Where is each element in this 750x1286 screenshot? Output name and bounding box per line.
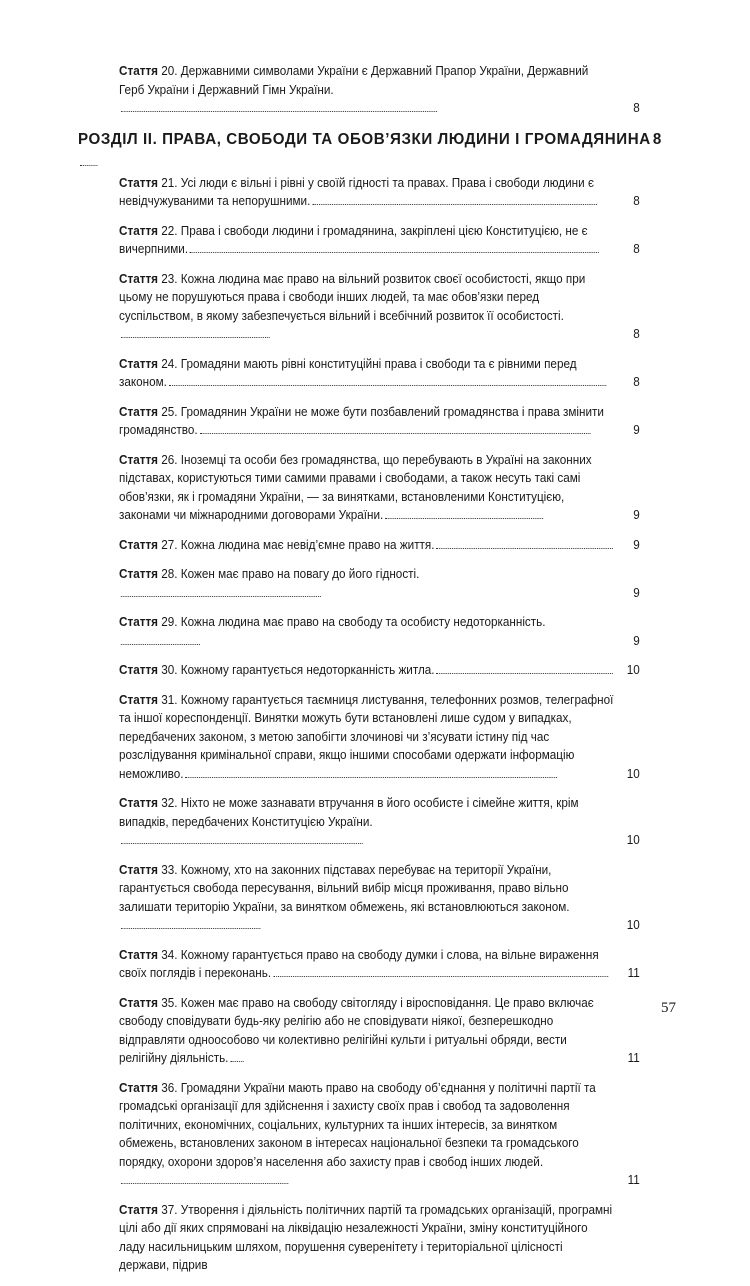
article-label: Стаття xyxy=(119,356,159,371)
leader-dots xyxy=(436,672,613,674)
leader-dots xyxy=(273,975,608,977)
article-label: Стаття xyxy=(119,223,159,238)
leader-dots xyxy=(121,110,437,112)
leader-dots xyxy=(185,776,557,778)
article-text: 36. Громадяни України мають право на свободу об’єднання у політичні партії та громадські організації для здійснення і захисту своїх прав і свобод та задоволення політичних, економічних, соціальних, культурних та інших інтересів, за винятком обмежень, встановлених законом в інтересах національної безпеки та громадського порядку, охорони здоров’я населення або захисту прав і свобод інших людей. xyxy=(119,1080,596,1169)
article-text: 26. Іноземці та особи без громадянства, що перебувають в Україні на законних підставах, користуються тими самими правами і свободами, а також несуть такі самі обов’язки, як і громадяни України, — за винятками, встановленими Конституцією, законами чи міжнародними договорами України. xyxy=(119,452,592,522)
toc-page-number: 9 xyxy=(633,633,640,648)
leader-dots xyxy=(121,842,363,844)
toc-page-number: 11 xyxy=(627,1173,640,1187)
article-text: 28. Кожен має право на повагу до його гідності. xyxy=(158,567,420,581)
toc-entry-article-33[interactable] xyxy=(119,861,640,935)
leader-dots xyxy=(121,927,260,929)
toc-entry-article-28[interactable] xyxy=(119,565,640,602)
section-title: РОЗДІЛ ІІ. ПРАВА, СВОБОДИ ТА ОБОВ’ЯЗКИ ЛЮДИНИ І ГРОМАДЯНИНА xyxy=(78,130,651,148)
article-label: Стаття xyxy=(119,692,159,707)
page-number: 57 xyxy=(661,1000,676,1016)
article-text: 34. Кожному гарантується право на свободу думки і слова, на вільне вираження своїх поглядів і переконань. xyxy=(119,947,599,980)
toc-page-number: 10 xyxy=(626,766,640,781)
article-label: Стаття xyxy=(119,1080,159,1095)
leader-dots xyxy=(121,336,270,338)
leader-dots xyxy=(312,203,597,205)
toc-page-number: 8 xyxy=(652,130,662,148)
toc-entry-article-37[interactable] xyxy=(119,1201,640,1275)
toc-page-number: 11 xyxy=(627,1051,640,1065)
toc-page-number: 10 xyxy=(626,833,640,847)
toc-page-number: 10 xyxy=(626,663,640,677)
article-label: Стаття xyxy=(119,615,159,629)
leader-dots xyxy=(121,595,321,597)
leader-dots xyxy=(436,547,613,549)
toc-entry-article-35[interactable] xyxy=(119,994,640,1068)
toc-entry-article-34[interactable] xyxy=(119,946,640,983)
toc-page-number: 10 xyxy=(626,918,640,932)
toc-entry-article-36[interactable] xyxy=(119,1079,640,1190)
article-label: Стаття xyxy=(119,995,159,1010)
article-text: 20. Державними символами України є Державний Прапор України, Державний Герб України і Державний Гімн України. xyxy=(119,64,589,97)
toc-entry-article-21[interactable] xyxy=(119,174,640,211)
article-text: 24. Громадяни мають рівні конституційні права і свободи та є рівними перед законом. xyxy=(119,356,577,389)
article-label: Стаття xyxy=(119,271,159,286)
toc-entry-article-31[interactable] xyxy=(119,691,640,784)
section-heading[interactable] xyxy=(78,129,662,173)
article-label: Стаття xyxy=(119,862,159,877)
toc-page-number: 8 xyxy=(633,375,640,389)
toc-page-number: 9 xyxy=(633,537,640,552)
article-label: Стаття xyxy=(119,1202,159,1217)
article-text: 27. Кожна людина має невід’ємне право на життя. xyxy=(158,537,435,552)
toc-entry-article-32[interactable] xyxy=(119,794,640,850)
article-label: Стаття xyxy=(119,796,159,810)
leader-dots xyxy=(230,1060,243,1062)
leader-dots xyxy=(385,517,543,519)
article-label: Стаття xyxy=(119,947,159,962)
article-text: 32. Ніхто не може зазнавати втручання в його особисте і сімейне життя, крім випадків, передбачених Конституцією України. xyxy=(119,796,579,829)
toc-entry-article-27[interactable] xyxy=(119,536,640,555)
toc-entry-article-22[interactable] xyxy=(119,222,640,259)
toc-page-number: 8 xyxy=(633,327,640,341)
toc-page-number: 9 xyxy=(633,585,640,600)
table-of-contents xyxy=(0,62,750,1286)
article-label: Стаття xyxy=(119,452,159,467)
article-text: 30. Кожному гарантується недоторканність житла. xyxy=(158,663,435,677)
toc-page-number: 8 xyxy=(633,194,640,208)
toc-entry-article-20[interactable] xyxy=(119,62,640,118)
article-label: Стаття xyxy=(119,404,159,419)
article-text: 29. Кожна людина має право на свободу та особисту недоторканність. xyxy=(158,615,546,629)
article-text: 31. Кожному гарантується таємниця листування, телефонних розмов, телеграфної та іншої кореспонденції. Винятки можуть бути встановлені лише судом у випадках, передбачених законом, з метою запобігти злочинові чи з’ясувати істину під час розслідування кримінальної справи, якщо іншими способами одержати інформацію неможливо. xyxy=(119,692,614,781)
article-label: Стаття xyxy=(119,663,159,677)
toc-page-number: 8 xyxy=(633,101,640,115)
article-text: 21. Усі люди є вільні і рівні у своїй гідності та правах. Права і свободи людини є невідчужуваними та непорушними. xyxy=(119,175,594,208)
leader-dots xyxy=(190,251,599,253)
toc-entry-article-24[interactable] xyxy=(119,355,640,392)
toc-entry-article-29[interactable] xyxy=(119,613,640,650)
leader-dots xyxy=(199,432,590,434)
toc-entry-article-30[interactable] xyxy=(119,661,640,680)
article-label: Стаття xyxy=(119,64,159,78)
toc-entry-article-25[interactable] xyxy=(119,403,640,440)
article-text: 33. Кожному, хто на законних підставах перебуває на території України, гарантується свобода пересування, вільний вибір місця проживання, право вільно залишати територію України, за винятком обмежень, які встановлюються законом. xyxy=(119,862,570,914)
leader-dots xyxy=(121,643,200,645)
toc-entry-article-26[interactable] xyxy=(119,451,640,525)
toc-page-number: 9 xyxy=(633,423,640,437)
leader-dots xyxy=(80,164,97,166)
toc-page-number: 11 xyxy=(627,966,640,980)
article-text: 37. Утворення і діяльність політичних партій та громадських організацій, програмні цілі або дії яких спрямовані на ліквідацію незалежності України, зміну конституційного ладу насильницьким шляхом, порушення суверенітету і територіальної цілісності держави, підрив xyxy=(119,1202,613,1272)
article-label: Стаття xyxy=(119,537,159,552)
article-text: 25. Громадянин України не може бути позбавлений громадянства і права змінити громадянство. xyxy=(119,404,604,437)
article-label: Стаття xyxy=(119,567,159,581)
article-text: 35. Кожен має право на свободу світогляду і віросповідання. Це право включає свободу сповідувати будь-яку релігію або не сповідувати ніякої, безперешкодно відправляти одноособово чи колективно релігійні культи і ритуальні обряди, вести релігійну діяльність. xyxy=(119,995,594,1065)
toc-page-number: 8 xyxy=(633,242,640,256)
article-text: 23. Кожна людина має право на вільний розвиток своєї особистості, якщо при цьому не порушуються права і свободи інших людей, та має обов’язки перед суспільством, в якому забезпечується вільний і всебічний розвиток її особистості. xyxy=(119,271,586,323)
leader-dots xyxy=(121,1182,288,1184)
article-text: 22. Права і свободи людини і громадянина, закріплені цією Конституцією, не є вичерпними. xyxy=(119,223,588,256)
leader-dots xyxy=(169,384,606,386)
toc-entry-article-23[interactable] xyxy=(119,270,640,344)
article-label: Стаття xyxy=(119,175,159,190)
toc-page-number: 9 xyxy=(633,508,640,522)
